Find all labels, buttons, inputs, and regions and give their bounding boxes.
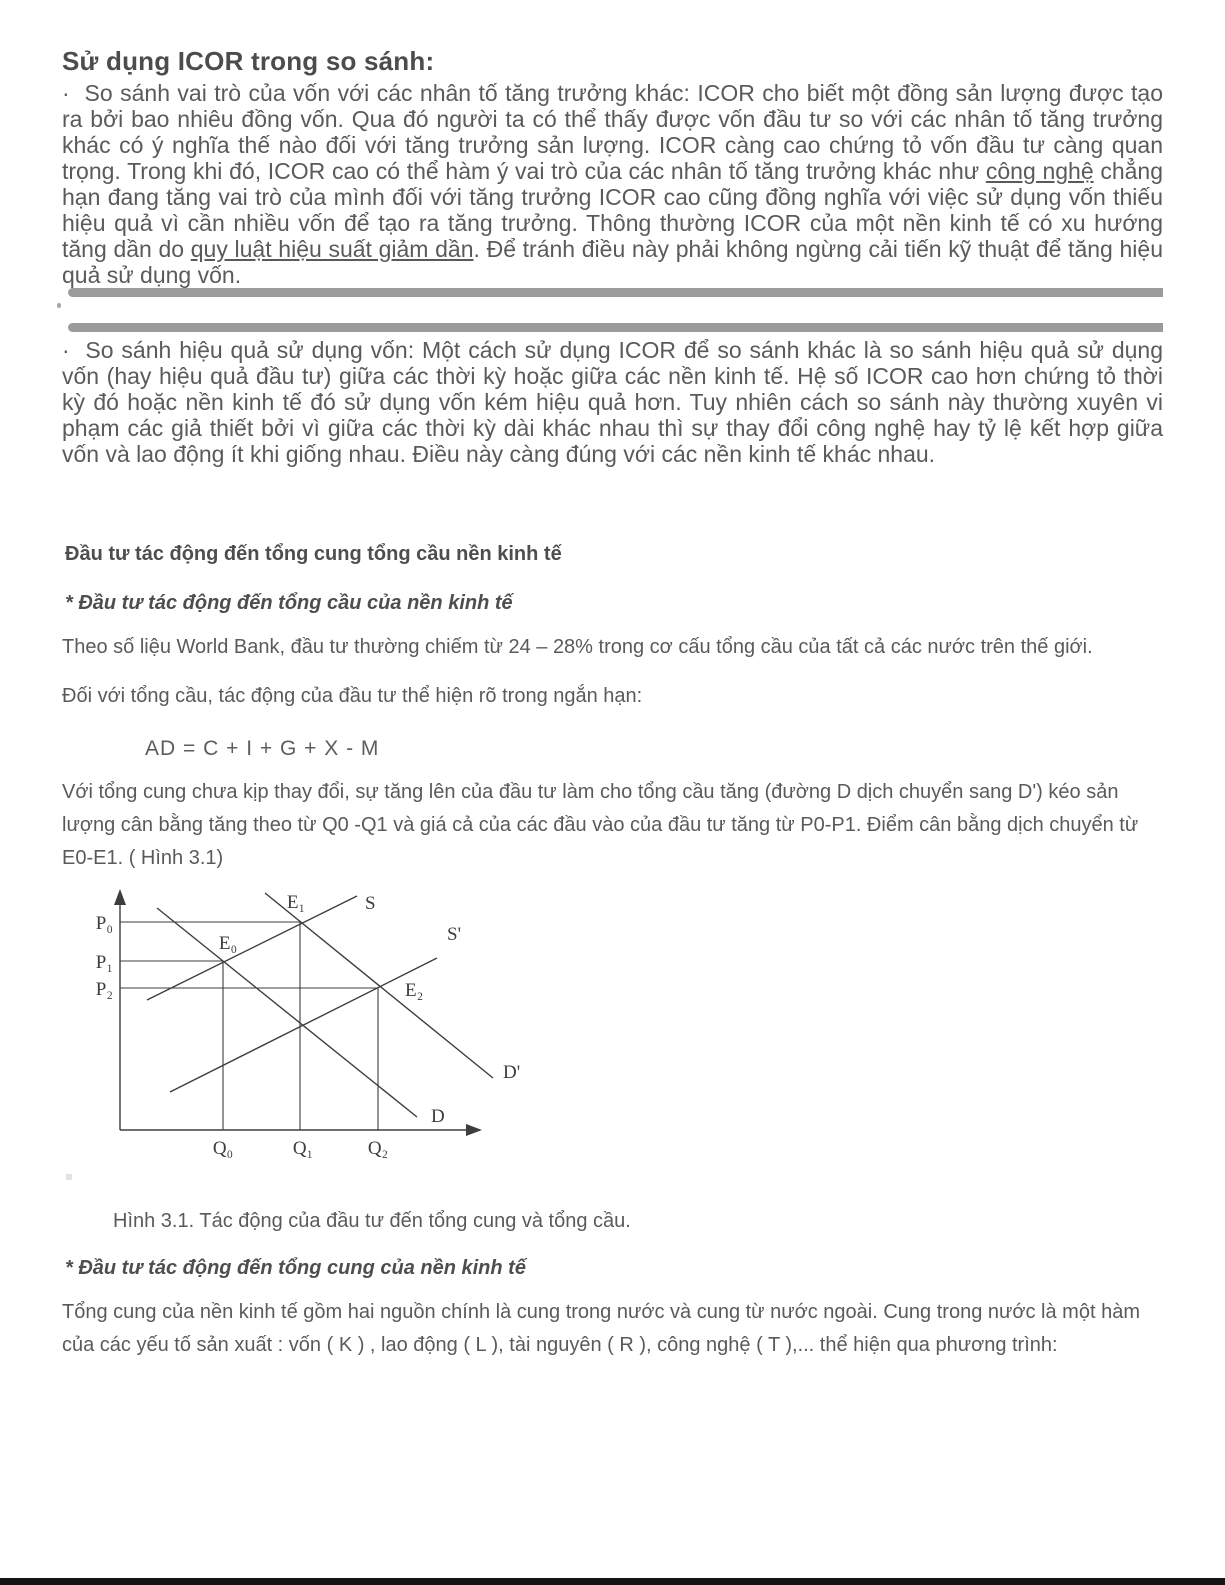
section-title-icor: Sử dụng ICOR trong so sánh: — [62, 46, 435, 76]
paragraph-icor-role — [62, 80, 1163, 288]
label-q0: Q₀ — [212, 1138, 234, 1159]
separator-bar-bottom — [68, 323, 1163, 332]
link-cong-nghe[interactable]: công nghệ — [985, 158, 1094, 184]
paragraph-icor-efficiency: · So sánh hiệu quả sử dụng vốn: Một cách sử dụng ICOR để so sánh khác là so sánh hiệu quả sử dụng vốn (hay hiệu quả đầu tư) giữa các thời kỳ hoặc giữa các nền kinh tế. Hệ số ICOR cao hơn chứng tỏ thời kỳ đó hoặc nền kinh tế đó sử dụng vốn kém hiệu quả hơn. Tuy nhiên cách so sánh này thường xuyên vi phạm các giả thiết bởi vì giữa các thời kỳ dài khác nhau thì sự thay đổi công nghệ hay tỷ lệ kết hợp giữa vốn và lao động ít khi giống nhau. Điều này càng đúng với các nền kinh tế khác nhau. — [62, 337, 1163, 467]
label-s: S — [365, 893, 376, 914]
label-e1: E₁ — [286, 892, 306, 913]
label-s-shifted: S' — [447, 924, 461, 945]
demand-curve-d-shifted — [265, 893, 493, 1078]
stray-mark — [66, 1174, 72, 1180]
paragraph-short-run: Đối với tổng cầu, tác động của đầu tư thể hiện rõ trong ngắn hạn: — [62, 685, 643, 707]
subheading-aggregate-demand: * Đầu tư tác động đến tổng cầu của nền kinh tế — [65, 592, 513, 614]
label-p0: P₀ — [95, 913, 113, 934]
y-axis-arrow-icon — [114, 889, 126, 905]
paragraph-demand-shift: Với tổng cung chưa kịp thay đổi, sự tăng lên của đầu tư làm cho tổng cầu tăng (đường D dịch chuyển sang D') kéo sản lượng cân bằng tăng theo từ Q0 -Q1 và giá cả của các đầu vào của đầu tư tăng từ P0-P1. Điểm cân bằng dịch chuyển từ E0-E1. ( Hình 3.1) — [62, 781, 1139, 869]
label-d-shifted: D' — [503, 1062, 521, 1083]
label-e2: E₂ — [405, 980, 424, 1001]
paragraph-run: . Để tránh điều này phải không ngừng cải tiến kỹ thuật để tăng hiệu quả sử dụng vốn. — [62, 236, 1163, 288]
label-q1: Q₁ — [292, 1138, 314, 1159]
paragraph-run: · So sánh vai trò của vốn với các nhân tố tăng trưởng khác: ICOR cho biết một đồng sản lượng được tạo ra bởi bao nhiêu đồng vốn. Qua đó người ta có thể thấy được vốn đầu tư so với các nhân tố tăng trưởng khác có ý nghĩa thế nào đối với tăng trưởng sản lượng. ICOR càng cao chứng tỏ vốn đầu tư càng quan trọng. Trong khi đó, ICOR cao có thể hàm ý vai trò của các nhân tố tăng trưởng khác như — [62, 80, 1163, 184]
x-axis-arrow-icon — [466, 1124, 482, 1136]
equation-aggregate-demand: AD = C + I + G + X - M — [145, 737, 380, 760]
bullet-mark — [57, 303, 61, 308]
label-p2: P₂ — [95, 979, 113, 1000]
heading-investment-impact: Đầu tư tác động đến tổng cung tổng cầu nền kinh tế — [65, 543, 562, 565]
label-e0: E₀ — [218, 933, 238, 954]
separator-bar-top — [68, 288, 1163, 297]
paragraph-run: chẳng hạn đang tăng vai trò của mình đối với tăng trưởng ICOR cao cũng đồng nghĩa với việc sử dụng vốn thiếu hiệu quả vì cần nhiều vốn để tạo ra tăng trưởng. Thông thường ICOR của một nền kinh tế có xu hướng tăng dần do — [62, 158, 1164, 262]
subheading-aggregate-supply: * Đầu tư tác động đến tổng cung của nền kinh tế — [65, 1257, 526, 1279]
paragraph-aggregate-supply: Tổng cung của nền kinh tế gồm hai nguồn chính là cung trong nước và cung từ nước ngoài. Cung trong nước là một hàm của các yếu tố sản xuất : vốn ( K ) , lao động ( L ), tài nguyên ( R ), công nghệ ( T ),... thể hiện qua phương trình: — [62, 1301, 1140, 1356]
link-quy-luat-hieu-suat[interactable]: quy luật hiệu suất giảm dần — [190, 236, 474, 262]
paragraph-world-bank: Theo số liệu World Bank, đầu tư thường chiếm từ 24 – 28% trong cơ cấu tổng cầu của tất cả các nước trên thế giới. — [62, 636, 1093, 658]
label-d: D — [431, 1106, 445, 1127]
figure-supply-demand-diagram — [75, 875, 545, 1175]
supply-demand-chart — [75, 875, 545, 1175]
bottom-edge-bar — [0, 1578, 1225, 1585]
label-p1: P₁ — [95, 952, 113, 973]
label-q2: Q₂ — [367, 1138, 389, 1159]
figure-caption: Hình 3.1. Tác động của đầu tư đến tổng cung và tổng cầu. — [113, 1210, 631, 1232]
